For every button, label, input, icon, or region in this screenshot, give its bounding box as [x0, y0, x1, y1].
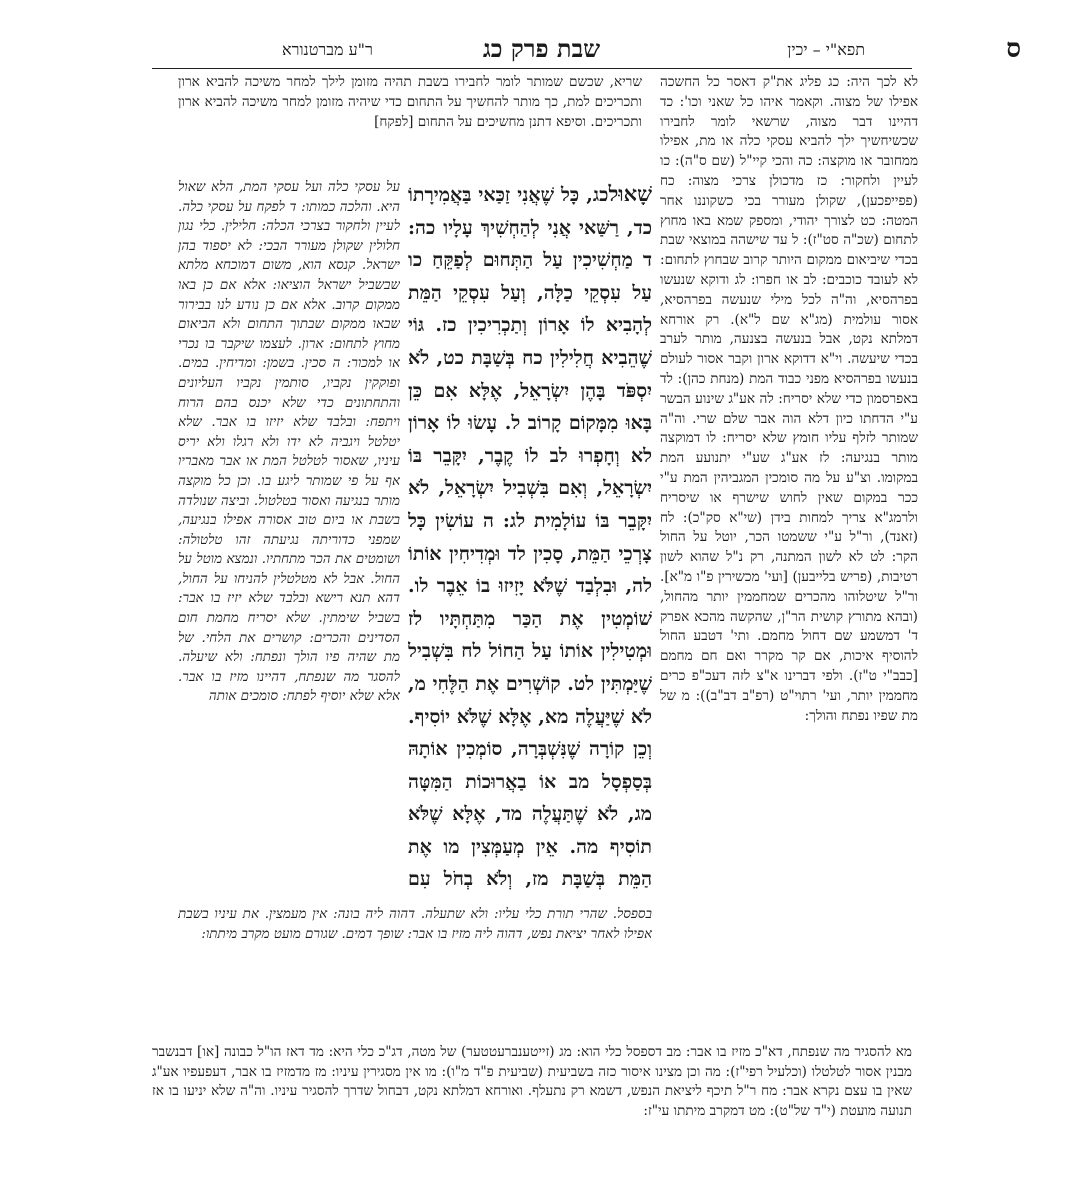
mishnah-paragraph: [408, 178, 652, 896]
bartenura-bottom-text: בספסל. שהרי תורת כלי עליו: ולא שתעלה. דהוה ליה בונה: אין מעמצין. את עיניו בשבת אפילו לאחר יציאת נפש, דהוה ליה מזיז בו אבר: שופך דמים. שגורם מועט מקרב מיתתו:: [178, 907, 652, 942]
footnotes-text: מא להסגיר מה שנפתח, דא"כ מזיז בו אבר: מב דספסל כלי הוא: מג (זייטענברעטטער) של מטה, דג"כ כלי היא: מד דאז הו"ל כבונה [או] דבנשבר מבנין אסור לטלטלו (וכלעיל רפי"ז): מה וכן מצינו איסור כזה בשביעית (שביעית פ"ד מ"ו): מו אין מסגירין עיניו: מז מדמזיז בו אבר, דעפעפיו אע"ג שאין בו עצם נקרא אבר: מח ר"ל תיכף ליציאת הנפש, דשמא רק נתעלף. ואורחא דמלתא נקט, דבחול שדרך להסגיר עיניו. וה"ה שלא יניעו בו אז תנועה מועטת (י"ד של"ט): מט דמקרב מיתתו עי"ז:: [152, 1044, 912, 1119]
bartenura-text: על עסקי כלה ועל עסקי המת, הלא שאול היא. והלכה כמותו: ד לפקח על עסקי כלה. לעיין ולחקור בצרכי הכלה: חלילין. כלי נגון חלולין שקולן מעורר הבכי: לא יספוד בהן ישראל. קנסא הוא, משום דמוכחא מלתא שבשביל ישראל הוציאו: אלא אם כן באו ממקום קרוב. אלא אם כן נודע לנו בבירור שבאו ממקום שבתוך התחום ולא הביאום מחוץ לתחום: ארון. לעצמו שיקבר בו נכרי או למכור: ה סכין. בשמן: ומדיחין. במים. ופוקקין נקביו, סותמין נקביו העליונים והתחתונים כדי שלא יכנס בהם הרוח ויתפח: ובלבד שלא יזיזו בו אבר. שלא יטלטל ויגביה לא ידו ולא רגלו ולא יריס עיניו, שאסור לטלטל המת או אבר מאבריו אף על פי שמותר ליגע בו. וכן כל מוקצה מותר בנגיעה ואסור בטלטול. וביצה שנולדה בשבת או ביום טוב אסורה אפילו בנגיעה, שמפני כדוריתה נגיעתה זהו טלטולה: ושומטים את הכר מתחתיו. ונמצא מוטל על החול. אבל לא מטלטלין להניחו על החול, דהא תנא רישא ובלבד שלא יזיז בו אבר: בשביל שימתין. שלא יסריח מחמת חום הסדינים והכרים: קושרים את הלחי. של מת שהיה פיו הולך ונפתח: ולא שיעלה. להסגר מה שנפתח, דהיינו מזיז בו אבר. אלא שלא יוסיף לפתח: סומכים אותה: [178, 180, 400, 705]
commentary-ref-bartenura: ר"ע מברטנורא: [282, 40, 373, 59]
tiferet-yisrael-column: [660, 73, 918, 1040]
mishnah-body: כג, כָּל שֶׁאֲנִי זַכַּאי בַּאֲמִירָתוֹ כד, רַשַּׁאי אֲנִי לְהַחְשִׁיךְ עָלָיו כה: ד מַחְשִׁיכִין עַל הַתְּחוּם לְפַקֵּחַ כו עַל עִסְקֵי כַלָּה, וְעַל עִסְקֵי הַמֵּת לְהָבִיא לוֹ אָרוֹן וְתַכְרִיכִין כז. גּוֹי שֶׁהֵבִיא חֲלִילִין כח בְּשַׁבָּת כט, לֹא יִסְפֹּד בָּהֶן יִשְׂרָאֵל, אֶלָּא אִם כֵּן בָּאוּ מִמָּקוֹם קָרוֹב ל. עָשׂוּ לוֹ אָרוֹן לא וְחָפְרוּ לב לוֹ קֶבֶר, יִקָּבֵר בּוֹ יִשְׂרָאֵל, וְאִם בִּשְׁבִיל יִשְׂרָאֵל, לֹא יִקָּבֵר בּוֹ עוֹלָמִית לג: ה עוֹשִׂין כָּל צָרְכֵי הַמֵּת, סָכִין לד וּמְדִיחִין אוֹתוֹ לה, וּבִלְבַד שֶׁלֹּא יָזִיזוּ בוֹ אֵבֶר לו. שׁוֹמְטִין אֶת הַכַּר מִתַּחְתָּיו לז וּמְטִילִין אוֹתוֹ עַל הַחוֹל לח בִּשְׁבִיל שֶׁיַּמְתִּין לט. קוֹשְׁרִים אֶת הַלֶּחִי מ, לֹא שֶׁיַּעֲלֶה מא, אֶלָּא שֶׁלֹּא יוֹסִיף. וְכֵן קוֹרָה שֶׁנִּשְׁבְּרָה, סוֹמְכִין אוֹתָהּ בְּסַפְסָל מב אוֹ בַאֲרוּכוֹת הַמִּטָּה מג, לֹא שֶׁתַּעֲלֶה מד, אֶלָּא שֶׁלֹּא תוֹסִיף מה. אֵין מְעַמְּצִין מו אֶת הַמֵּת בְּשַׁבָּת מז, וְלֹא בְחֹל עִם: [408, 184, 652, 891]
page-title: שבת פרק כג: [482, 34, 601, 63]
commentary-ref-tiferet: תפא"י – יכין: [787, 40, 865, 59]
tiferet-text: לא לכך היה: כג פליג את"ק דאסר כל החשכה אפילו של מצוה. וקאמר איהו כל שאני וכו': כד דהיינו דבר מצוה, שרשאי לומר לחבירו שכשיחשיך ילך להביא עסקי כלה או מת, אפילו ממחובר או מוקצה: כה והכי קיי"ל (שם ס"ה): כו לעיין ולחקור: כז מדכולן צרכי מצוה: כח (פפייפכען), שקולן מעורר בכי כשקוננו אחר המטה: כט לצורך יהודי, ומספק שמא באו מחוץ לתחום (שכ"ה סט"ז): ל עד שישהה במוצאי שבת בכדי שיביאום ממקום היותר קרוב שבחוץ לתחום: לא לעובד כוכבים: לב או חפרו: לג ודוקא שנעשו בפרהסיא, וה"ה לכל מילי שנעשה בפרהסיא, אסור עולמית (מג"א שם ל"א). רק אורחא דמלתא נקט, אבל בנעשה בצנעה, מותר לערב בכדי שיעשה. וי"א דדוקא ארון וקבר אסור לעולם בנעשו בפרהסיא מפני כבוד המת (מנחת כהן): לד באפרסמון כדי שלא יסריח: לה אע"ג שינוע הבשר ע"י הדחתו כיון דלא הוה אבר שלם שרי. וה"ה שמותר לזלף עליו חומץ שלא יסריח: לו דמוקצה מותר בנגיעה: לז אע"ג שע"י יתנועע המת במקומו. וצ"ע על מה סומכין המגביהין המת ע"י ככר במקום שאין לחוש שישרף או שיסריח ולרמג"א צריך למחות בידן (שי"א סק"כ): לח (זאנד), ור"ל ע"י ששמטו הכר, יוטל על החול הקר: לט לא לשון המתנה, רק נ"ל שהוא לשון רטיבות, (פריש בלייבען) [ועי' מכשירין פ"ו מ"א]. ור"ל שיטלוהו מהכרים שמחממין יותר מהחול, (ובהא מתורץ קושית הר"ן, שהקשה מהכא אפרק ד' דמשמע שם דחול מחמם. ותי' דטבע החול להוסיף איכות, אם קר מקרר ואם חם מחמם [כבב"י ט"ז). ולפי דברינו א"צ לזה דעכ"פ כרים מחממין יותר, ועי' רתוי"ט (רפ"ב דב"ב)): מ של מת שפיו נפתח והולך:: [660, 74, 918, 724]
bartenura-top-text: שריא, שכשם שמותר לומר לחבירו בשבת תהיה מזומן לילך למחר משיכה להביא ארון ותכריכים למת, כך מותר להחשיך על התחום כדי שיהיה מזומן למחר משיכה להביא ארון ותכריכים. וסיפא דתנן מחשיכים על התחום [לפקח]: [178, 74, 642, 130]
bartenura-column: [178, 178, 400, 908]
mishnah-opening-word: שָׁאוּל: [608, 181, 652, 206]
bartenura-top-block: [178, 73, 642, 173]
bartenura-bottom-block: [178, 905, 652, 1041]
mishnah-main-text: [408, 178, 652, 896]
page-letter: ס: [1006, 34, 1021, 64]
header-rule: [152, 68, 912, 69]
footnotes-block: [152, 1043, 912, 1123]
